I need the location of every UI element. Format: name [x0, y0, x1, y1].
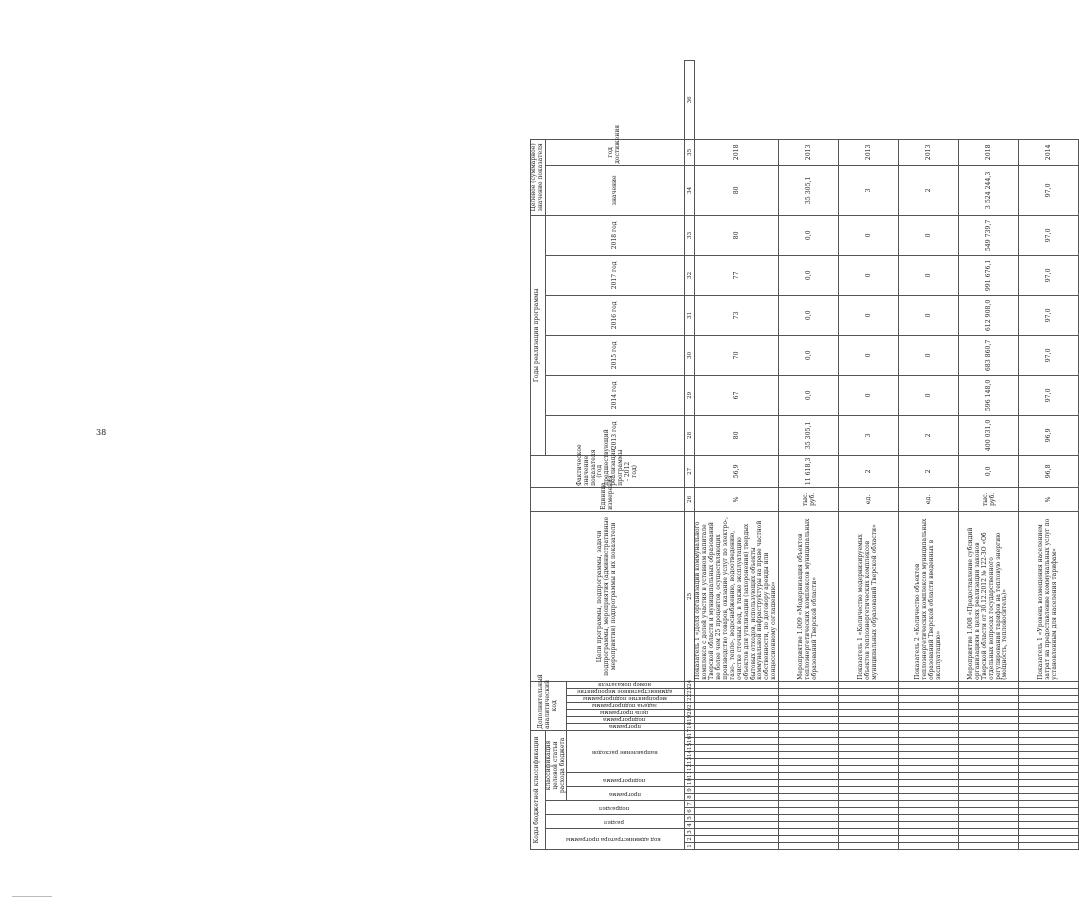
code-cell: [695, 695, 779, 702]
row-fact-2012: 0,0: [959, 455, 1019, 487]
code-cell: [959, 702, 1019, 709]
code-cell: [899, 745, 959, 752]
row-unit: тыс. руб.: [779, 487, 839, 511]
row-value-2013: 35 305,1: [779, 415, 839, 455]
code-cell: [779, 681, 839, 688]
index-cell: 9: [685, 787, 695, 794]
code-cell: [779, 695, 839, 702]
code-cell: [899, 738, 959, 745]
code-cell: [695, 716, 779, 723]
code-cell: [899, 780, 959, 787]
code-cell: [1019, 702, 1079, 709]
row-value-2018: 0: [839, 215, 899, 255]
code-cell: [839, 702, 899, 709]
code-cell: [959, 695, 1019, 702]
code-cell: [899, 716, 959, 723]
row-value-2015: 70: [695, 335, 779, 375]
row-value-2013: 3: [839, 415, 899, 455]
row-value-2016: 0,0: [779, 295, 839, 335]
code-cell: [695, 808, 779, 815]
code-cell: [839, 752, 899, 759]
code-cell: [1019, 808, 1079, 815]
code-cell: [695, 723, 779, 730]
code-cell: [695, 794, 779, 801]
code-cell: [695, 815, 779, 822]
row-target-year: 2018: [695, 139, 779, 165]
code-cell: [899, 695, 959, 702]
code-cell: [1019, 745, 1079, 752]
code-cell: [1019, 738, 1079, 745]
code-cell: [959, 688, 1019, 695]
table-row: [695, 61, 779, 850]
index-cell: 33: [685, 215, 695, 255]
extra-col-2: подпрограмма: [567, 716, 685, 723]
row-value-2017: 0: [839, 255, 899, 295]
row-value-2015: 683 860,7: [959, 335, 1019, 375]
code-cell: [899, 773, 959, 780]
row-target-value: 3 524 244,3: [959, 165, 1019, 215]
code-cell: [839, 716, 899, 723]
row-value-2016: 0: [899, 295, 959, 335]
row-target-year: 2018: [959, 139, 1019, 165]
index-cell: 28: [685, 415, 695, 455]
index-cell: 25: [685, 511, 695, 681]
code-cell: [839, 787, 899, 794]
row-value-2017: 0: [899, 255, 959, 295]
year-2014-header: 2014 год: [545, 375, 685, 415]
year-2017-header: 2017 год: [545, 255, 685, 295]
code-cell: [779, 716, 839, 723]
code-cell: [839, 836, 899, 843]
code-cell: [1019, 730, 1079, 737]
row-value-2017: 97,0: [1019, 255, 1079, 295]
final-value-header: Целевое (суммарное) значение показателя: [531, 139, 546, 215]
code-cell: [959, 836, 1019, 843]
row-description: Показатель 2 «Количество объектов теплоэнергетических комплексов муниципальных образований Тверской области введенных в эксплуатацию»: [899, 511, 959, 681]
code-cell: [839, 723, 899, 730]
row-value-2014: 67: [695, 375, 779, 415]
code-cell: [695, 787, 779, 794]
year-2015-header: 2015 год: [545, 335, 685, 375]
code-cell: [839, 794, 899, 801]
code-cell: [959, 766, 1019, 773]
code-cell: [839, 843, 899, 850]
index-cell: 3: [685, 829, 695, 836]
code-cell: [839, 709, 899, 716]
row-value-2018: 0,0: [779, 215, 839, 255]
row-value-2018: 0: [899, 215, 959, 255]
row-value-2014: 596 148,0: [959, 375, 1019, 415]
subprogram-code-header: подпрограмма: [567, 773, 685, 787]
code-cell: [779, 843, 839, 850]
table-row: [899, 61, 959, 850]
code-cell: [839, 681, 899, 688]
code-cell: [959, 808, 1019, 815]
extra-col-6: административное мероприятие: [567, 688, 685, 695]
row-target-year: 2013: [899, 139, 959, 165]
row-value-2014: 97,0: [1019, 375, 1079, 415]
code-cell: [695, 738, 779, 745]
code-cell: [839, 780, 899, 787]
code-cell: [779, 773, 839, 780]
code-cell: [779, 730, 839, 737]
row-value-2017: 77: [695, 255, 779, 295]
row-target-year: 2013: [839, 139, 899, 165]
row-value-2016: 612 908,0: [959, 295, 1019, 335]
index-cell: 5: [685, 815, 695, 822]
code-cell: [695, 752, 779, 759]
code-cell: [839, 688, 899, 695]
row-value-2016: 0: [839, 295, 899, 335]
program-code-header: программа: [567, 787, 685, 801]
code-cell: [959, 723, 1019, 730]
code-cell: [1019, 688, 1079, 695]
row-value-2016: 97,0: [1019, 295, 1079, 335]
index-cell: 4: [685, 822, 695, 829]
index-cell: 15: [685, 745, 695, 752]
index-cell: 18: [685, 723, 695, 730]
code-cell: [839, 695, 899, 702]
code-cell: [695, 829, 779, 836]
table-row: [779, 61, 839, 850]
row-value-2017: 0,0: [779, 255, 839, 295]
code-cell: [695, 766, 779, 773]
final-year-subheader: год достижения: [545, 139, 685, 165]
code-cell: [1019, 759, 1079, 766]
row-value-2016: 73: [695, 295, 779, 335]
code-cell: [959, 681, 1019, 688]
code-cell: [695, 745, 779, 752]
row-unit: ед.: [839, 487, 899, 511]
code-cell: [1019, 836, 1079, 843]
index-cell: 35: [685, 139, 695, 165]
code-cell: [779, 709, 839, 716]
row-target-year: 2014: [1019, 139, 1079, 165]
row-value-2013: 400 031,0: [959, 415, 1019, 455]
index-cell: 6: [685, 808, 695, 815]
row-description: Показатель 1 «Количество модернизируемых объектов теплоэнергетических комплексов муниципальных образований Тверской области»: [839, 511, 899, 681]
code-cell: [695, 709, 779, 716]
row-fact-2012: 96,8: [1019, 455, 1079, 487]
code-cell: [899, 829, 959, 836]
index-row: [685, 61, 695, 850]
code-cell: [1019, 695, 1079, 702]
row-value-2014: 0: [899, 375, 959, 415]
index-cell: 17: [685, 730, 695, 737]
index-cell: 23: [685, 688, 695, 695]
code-cell: [839, 738, 899, 745]
section-header: раздел: [545, 815, 685, 829]
rotated-table-sheet: [530, 60, 1059, 850]
code-cell: [959, 730, 1019, 737]
row-unit: %: [695, 487, 779, 511]
index-cell: 24: [685, 681, 695, 688]
row-value-2014: 0,0: [779, 375, 839, 415]
code-cell: [695, 730, 779, 737]
row-value-2015: 0: [899, 335, 959, 375]
code-cell: [695, 843, 779, 850]
index-cell: 10: [685, 780, 695, 787]
row-fact-2012: 11 618,3: [779, 455, 839, 487]
direction-code-header: направление расходов: [567, 730, 685, 772]
row-target-value: 2: [899, 165, 959, 215]
code-cell: [959, 738, 1019, 745]
year-2016-header: 2016 год: [545, 295, 685, 335]
code-cell: [899, 752, 959, 759]
year-2018-header: 2018 год: [545, 215, 685, 255]
code-cell: [779, 822, 839, 829]
row-value-2013: 96,9: [1019, 415, 1079, 455]
code-cell: [1019, 766, 1079, 773]
table-row: [959, 61, 1019, 850]
code-cell: [899, 822, 959, 829]
final-value-subheader: значение: [545, 165, 685, 215]
years-header: Годы реализации программы: [531, 215, 546, 455]
goal-header: Цели программы, подпрограммы, задачи подпрограммы, мероприятия (административные мероприятия) подпрограммы и их показатели: [531, 511, 685, 681]
code-cell: [1019, 681, 1079, 688]
subsection-header: подраздел: [545, 801, 685, 815]
index-cell: 31: [685, 295, 695, 335]
code-cell: [899, 787, 959, 794]
extra-code-header: Дополнительный аналитический код: [531, 681, 567, 730]
code-cell: [779, 815, 839, 822]
code-cell: [959, 815, 1019, 822]
code-cell: [899, 730, 959, 737]
row-target-value: 3: [839, 165, 899, 215]
code-cell: [695, 759, 779, 766]
row-unit: %: [1019, 487, 1079, 511]
row-target-value: 35 305,1: [779, 165, 839, 215]
code-cell: [839, 730, 899, 737]
index-cell: 34: [685, 165, 695, 215]
row-value-2014: 0: [839, 375, 899, 415]
index-cell: 30: [685, 335, 695, 375]
code-cell: [1019, 829, 1079, 836]
index-cell: 7: [685, 801, 695, 808]
program-table: [530, 60, 1079, 850]
code-cell: [839, 759, 899, 766]
code-cell: [1019, 773, 1079, 780]
code-cell: [779, 766, 839, 773]
index-cell: 32: [685, 255, 695, 295]
code-cell: [695, 688, 779, 695]
code-cell: [1019, 815, 1079, 822]
code-cell: [959, 801, 1019, 808]
index-cell: 22: [685, 695, 695, 702]
row-value-2018: 97,0: [1019, 215, 1079, 255]
table-row: [1019, 61, 1079, 850]
code-cell: [899, 723, 959, 730]
scan-edge-mark: [12, 896, 52, 897]
code-cell: [695, 836, 779, 843]
code-cell: [959, 794, 1019, 801]
class-header: классификация целевой статьи расхода бюджета: [545, 730, 567, 800]
extra-col-4: задача подпрограммы: [567, 702, 685, 709]
index-cell: 11: [685, 773, 695, 780]
code-cell: [779, 759, 839, 766]
row-value-2013: 80: [695, 415, 779, 455]
row-value-2015: 0: [839, 335, 899, 375]
code-cell: [899, 843, 959, 850]
code-cell: [1019, 787, 1079, 794]
extra-col-5: мероприятие подпрограммы: [567, 695, 685, 702]
code-cell: [1019, 723, 1079, 730]
code-cell: [779, 688, 839, 695]
code-cell: [779, 829, 839, 836]
code-cell: [899, 759, 959, 766]
code-cell: [959, 773, 1019, 780]
code-cell: [839, 829, 899, 836]
code-cell: [899, 836, 959, 843]
code-cell: [899, 681, 959, 688]
code-cell: [779, 836, 839, 843]
code-cell: [779, 738, 839, 745]
extra-col-1: программа: [567, 723, 685, 730]
code-cell: [1019, 709, 1079, 716]
row-unit: ед.: [899, 487, 959, 511]
code-cell: [959, 745, 1019, 752]
code-cell: [959, 822, 1019, 829]
table-body: [695, 61, 1079, 850]
code-cell: [959, 716, 1019, 723]
code-cell: [839, 808, 899, 815]
code-cell: [899, 688, 959, 695]
code-cell: [779, 794, 839, 801]
code-cell: [959, 780, 1019, 787]
index-cell: 2: [685, 836, 695, 843]
row-value-2017: 991 676,1: [959, 255, 1019, 295]
index-cell: 29: [685, 375, 695, 415]
extra-col-7: номер показателя: [567, 681, 685, 688]
code-cell: [779, 723, 839, 730]
budget-codes-header: Коды бюджетной классификации: [531, 730, 546, 849]
row-fact-2012: 56,9: [695, 455, 779, 487]
row-description: Мероприятие 1.009 «Модернизация объектов теплоэнергетических комплексов муниципальных образований Тверской области»: [779, 511, 839, 681]
index-cell: 14: [685, 752, 695, 759]
code-cell: [839, 801, 899, 808]
row-value-2018: 80: [695, 215, 779, 255]
code-cell: [899, 709, 959, 716]
code-cell: [899, 815, 959, 822]
year-2013-header: 2013 год: [545, 415, 685, 455]
code-cell: [779, 745, 839, 752]
code-cell: [779, 780, 839, 787]
code-cell: [899, 794, 959, 801]
code-cell: [779, 787, 839, 794]
code-cell: [1019, 843, 1079, 850]
index-cell: 12: [685, 766, 695, 773]
row-target-value: 80: [695, 165, 779, 215]
row-value-2018: 549 739,7: [959, 215, 1019, 255]
code-cell: [695, 780, 779, 787]
code-cell: [839, 822, 899, 829]
code-cell: [1019, 801, 1079, 808]
index-cell: 8: [685, 794, 695, 801]
index-cell: 20: [685, 709, 695, 716]
code-cell: [959, 787, 1019, 794]
row-description: Показатель 1 «Уровень возмещения населением затрат на предоставление коммунальных услуг по установленным для населения тарифам»: [1019, 511, 1079, 681]
code-cell: [695, 702, 779, 709]
row-value-2013: 2: [899, 415, 959, 455]
row-target-value: 97,0: [1019, 165, 1079, 215]
row-description: Мероприятие 1.008 «Предоставление субсидий организациям в целях реализации законов Тверской области от 30.12.2012 № 122-ЗО «Об отдельных вопросах государственного регулирования тарифов на тепловую энергию (мощность, теплоноситель)»: [959, 511, 1019, 681]
index-cell: 27: [685, 455, 695, 487]
code-cell: [1019, 822, 1079, 829]
code-cell: [779, 702, 839, 709]
row-value-2015: 97,0: [1019, 335, 1079, 375]
admin-header: код администратора программы: [545, 829, 685, 850]
code-cell: [959, 843, 1019, 850]
header-row-2: [545, 61, 567, 850]
index-cell: 16: [685, 738, 695, 745]
index-cell: 19: [685, 716, 695, 723]
code-cell: [959, 752, 1019, 759]
code-cell: [959, 759, 1019, 766]
code-cell: [779, 808, 839, 815]
code-cell: [1019, 794, 1079, 801]
header-row-1: [531, 61, 546, 850]
code-cell: [839, 815, 899, 822]
code-cell: [959, 829, 1019, 836]
code-cell: [1019, 716, 1079, 723]
row-fact-2012: 2: [839, 455, 899, 487]
code-cell: [695, 822, 779, 829]
index-cell: 36: [685, 61, 695, 140]
unit-header: Единица измерения: [531, 487, 685, 511]
row-fact-2012: 2: [899, 455, 959, 487]
row-value-2015: 0,0: [779, 335, 839, 375]
fact-header: Фактическое значение показателя (год предшествующий реализации программы - 2012 год): [531, 455, 685, 487]
code-cell: [839, 773, 899, 780]
row-target-year: 2013: [779, 139, 839, 165]
row-description: Показатель 1 «Доля организаций коммунального комплекса с долей участия в уставном капитале Тверской области и муниципальных образований не более чем 25 процентов, осуществляющих производство товаров, оказание услуг по электро-, газо-, тепло-, водоснабжению, водоотведению, очистке сточных вод, в также эксплуатацию объектов для утилизации (захоронения) твердых бытовых отходов, использующих объекты коммунальной инфраструктуры на праве частной собственности, по договору аренды или концессионному соглашению»: [695, 511, 779, 681]
code-cell: [899, 808, 959, 815]
code-cell: [899, 801, 959, 808]
page-number: 38: [96, 428, 107, 437]
code-cell: [899, 766, 959, 773]
code-cell: [779, 752, 839, 759]
code-cell: [1019, 780, 1079, 787]
code-cell: [695, 801, 779, 808]
extra-col-3: цель программы: [567, 709, 685, 716]
code-cell: [779, 801, 839, 808]
code-cell: [1019, 752, 1079, 759]
index-cell: 21: [685, 702, 695, 709]
index-cell: 1: [685, 843, 695, 850]
code-cell: [695, 681, 779, 688]
code-cell: [695, 773, 779, 780]
code-cell: [959, 709, 1019, 716]
index-cell: 13: [685, 759, 695, 766]
row-unit: тыс. руб.: [959, 487, 1019, 511]
table-row: [839, 61, 899, 850]
code-cell: [899, 702, 959, 709]
code-cell: [839, 766, 899, 773]
code-cell: [839, 745, 899, 752]
index-cell: 26: [685, 487, 695, 511]
